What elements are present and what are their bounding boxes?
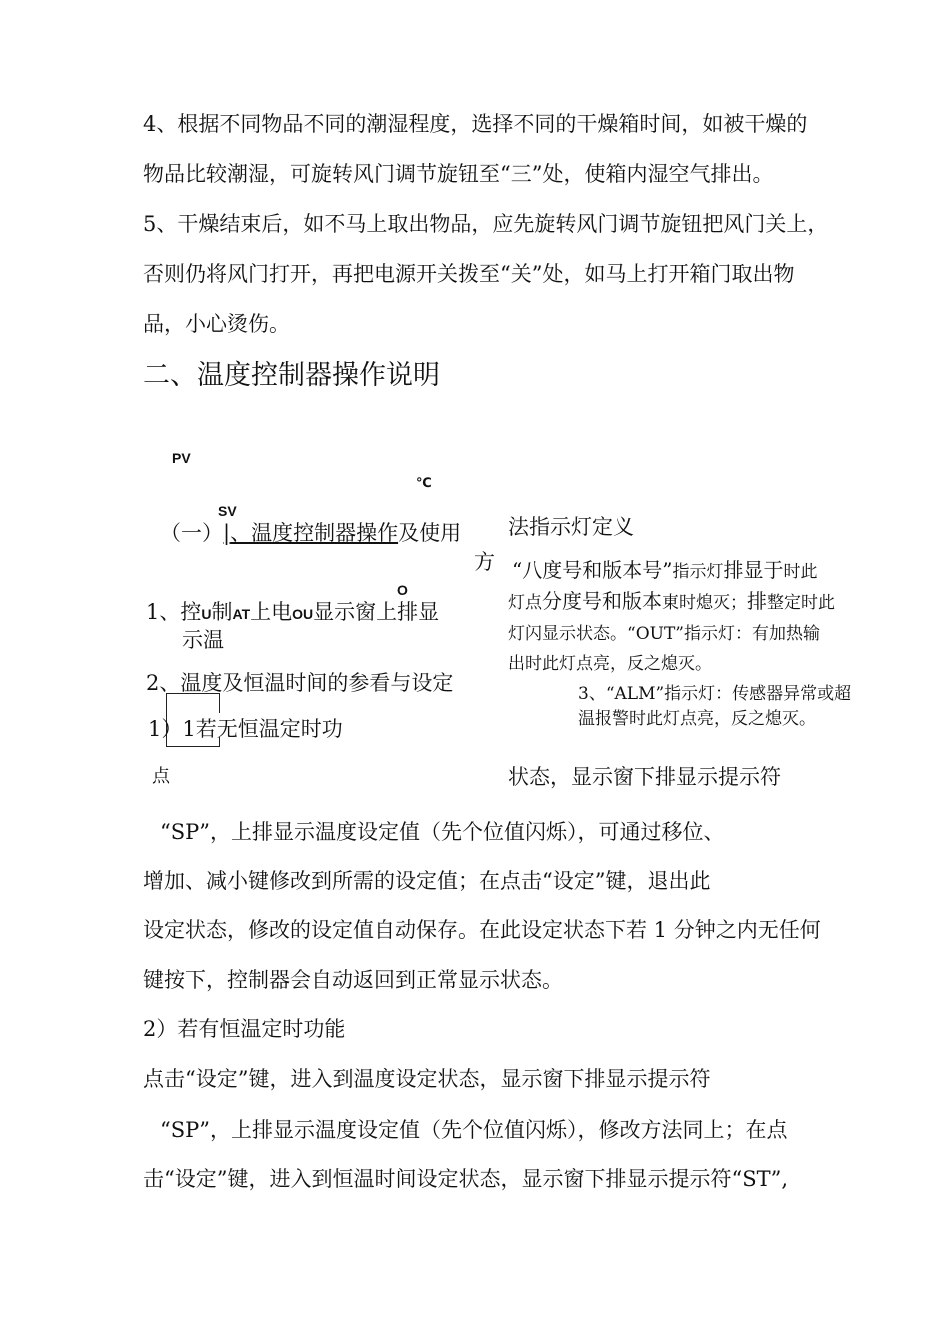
body-line-3: 设定状态，修改的设定值自动保存。在此设定状态下若 1 分钟之内无任何 xyxy=(143,918,821,942)
bracket-right-top xyxy=(219,693,220,713)
item-1-part-a: 1、控 xyxy=(146,600,202,624)
right-line-7: 温报警时此灯点亮，反之熄灭。 xyxy=(578,709,816,729)
subsection-underlined-text: 、温度控制器操作 xyxy=(230,521,399,545)
right-2-c: 排显于 xyxy=(723,558,784,582)
item-3-continuation: 点 xyxy=(152,766,170,787)
item-1-clipped: 示温 xyxy=(182,628,224,652)
subsection-title xyxy=(160,520,461,546)
right-2-a: “八度号和版本号” xyxy=(512,558,673,582)
subsection-prefix: （一） xyxy=(160,521,223,545)
right-line-8: 状态，显示窗下排显示提示符 xyxy=(508,765,781,789)
item-1-ou: OU xyxy=(292,606,314,622)
right-3-d: 排 xyxy=(747,589,767,613)
right-2-b: 指示灯 xyxy=(672,562,724,582)
right-line-4: 灯闪显示状态。“OUT”指示灯：有加热输 xyxy=(508,624,820,644)
right-3-e: 整定时此 xyxy=(767,593,835,613)
subsection-bar: | xyxy=(223,521,231,545)
right-3-b: 分度号和版本 xyxy=(542,589,662,613)
body-line-1: “SP”，上排显示温度设定值（先个位值闪烁），可通过移位、 xyxy=(160,820,725,844)
body-line-7: “SP”，上排显示温度设定值（先个位值闪烁），修改方法同上；在点 xyxy=(160,1118,788,1142)
item-2-line: 2、温度及恒温时间的参看与设定 xyxy=(146,671,454,695)
body-line-4: 键按下，控制器会自动返回到正常显示状态。 xyxy=(143,968,563,992)
sv-label: SV xyxy=(218,503,237,519)
item-1-u: U xyxy=(201,606,212,622)
paragraph-4-line-2: 物品比较潮湿，可旋转风门调节旋钮至“三”处，使箱内湿空气排出。 xyxy=(143,162,774,186)
right-3-a: 灯点 xyxy=(508,593,542,613)
body-line-6: 点击“设定”键，进入到温度设定状态，显示窗下排显示提示符 xyxy=(143,1067,711,1091)
section-heading: 二、温度控制器操作说明 xyxy=(143,360,440,391)
celsius-label: ℃ xyxy=(416,475,432,490)
right-line-5: 出时此灯点亮，反之熄灭。 xyxy=(508,654,712,674)
item-1-part-b: 制 xyxy=(211,600,233,624)
body-line-2: 增加、减小键修改到所需的设定值；在点击“设定”键，退出此 xyxy=(143,869,711,893)
right-3-c: 東时熄灭； xyxy=(662,593,747,613)
bracket-bottom xyxy=(166,746,220,747)
bracket-top xyxy=(166,693,220,694)
body-line-8: 击“设定”键，进入到恒温时间设定状态，显示窗下排显示提示符“ST”, xyxy=(143,1167,789,1191)
paragraph-5-line-2: 否则仍将风门打开，再把电源开关拨至“关”处，如马上打开箱门取出物 xyxy=(143,262,795,286)
item-3-line: 1）1若无恒温定时功 xyxy=(148,717,343,741)
o-mark: O xyxy=(397,582,408,598)
item-1-at: AT xyxy=(232,606,251,622)
paragraph-4-line-1: 4、根据不同物品不同的潮湿程度，选择不同的干燥箱时间，如被干燥的 xyxy=(143,112,808,136)
right-line-6: 3、“ALM”指示灯：传感器异常或超 xyxy=(578,684,852,704)
paragraph-5-line-1: 5、干燥结束后，如不马上取出物品，应先旋转风门调节旋钮把风门关上， xyxy=(143,212,829,236)
item-1-line xyxy=(146,599,439,625)
item-1-part-c: 上电 xyxy=(250,600,293,624)
right-line-1: 法指示灯定义 xyxy=(508,515,634,539)
pv-label: PV xyxy=(172,450,191,466)
item-1-part-d: 显示窗上排显 xyxy=(313,600,440,624)
right-2-d: 时此 xyxy=(783,562,818,582)
right-line-3 xyxy=(508,588,835,616)
subsection-wrap: 方 xyxy=(474,550,495,574)
subsection-suffix: 及使用 xyxy=(398,521,462,545)
right-line-2 xyxy=(512,557,817,585)
paragraph-5-line-3: 品，小心烫伤。 xyxy=(143,312,290,336)
body-line-5: 2）若有恒温定时功能 xyxy=(143,1017,346,1041)
